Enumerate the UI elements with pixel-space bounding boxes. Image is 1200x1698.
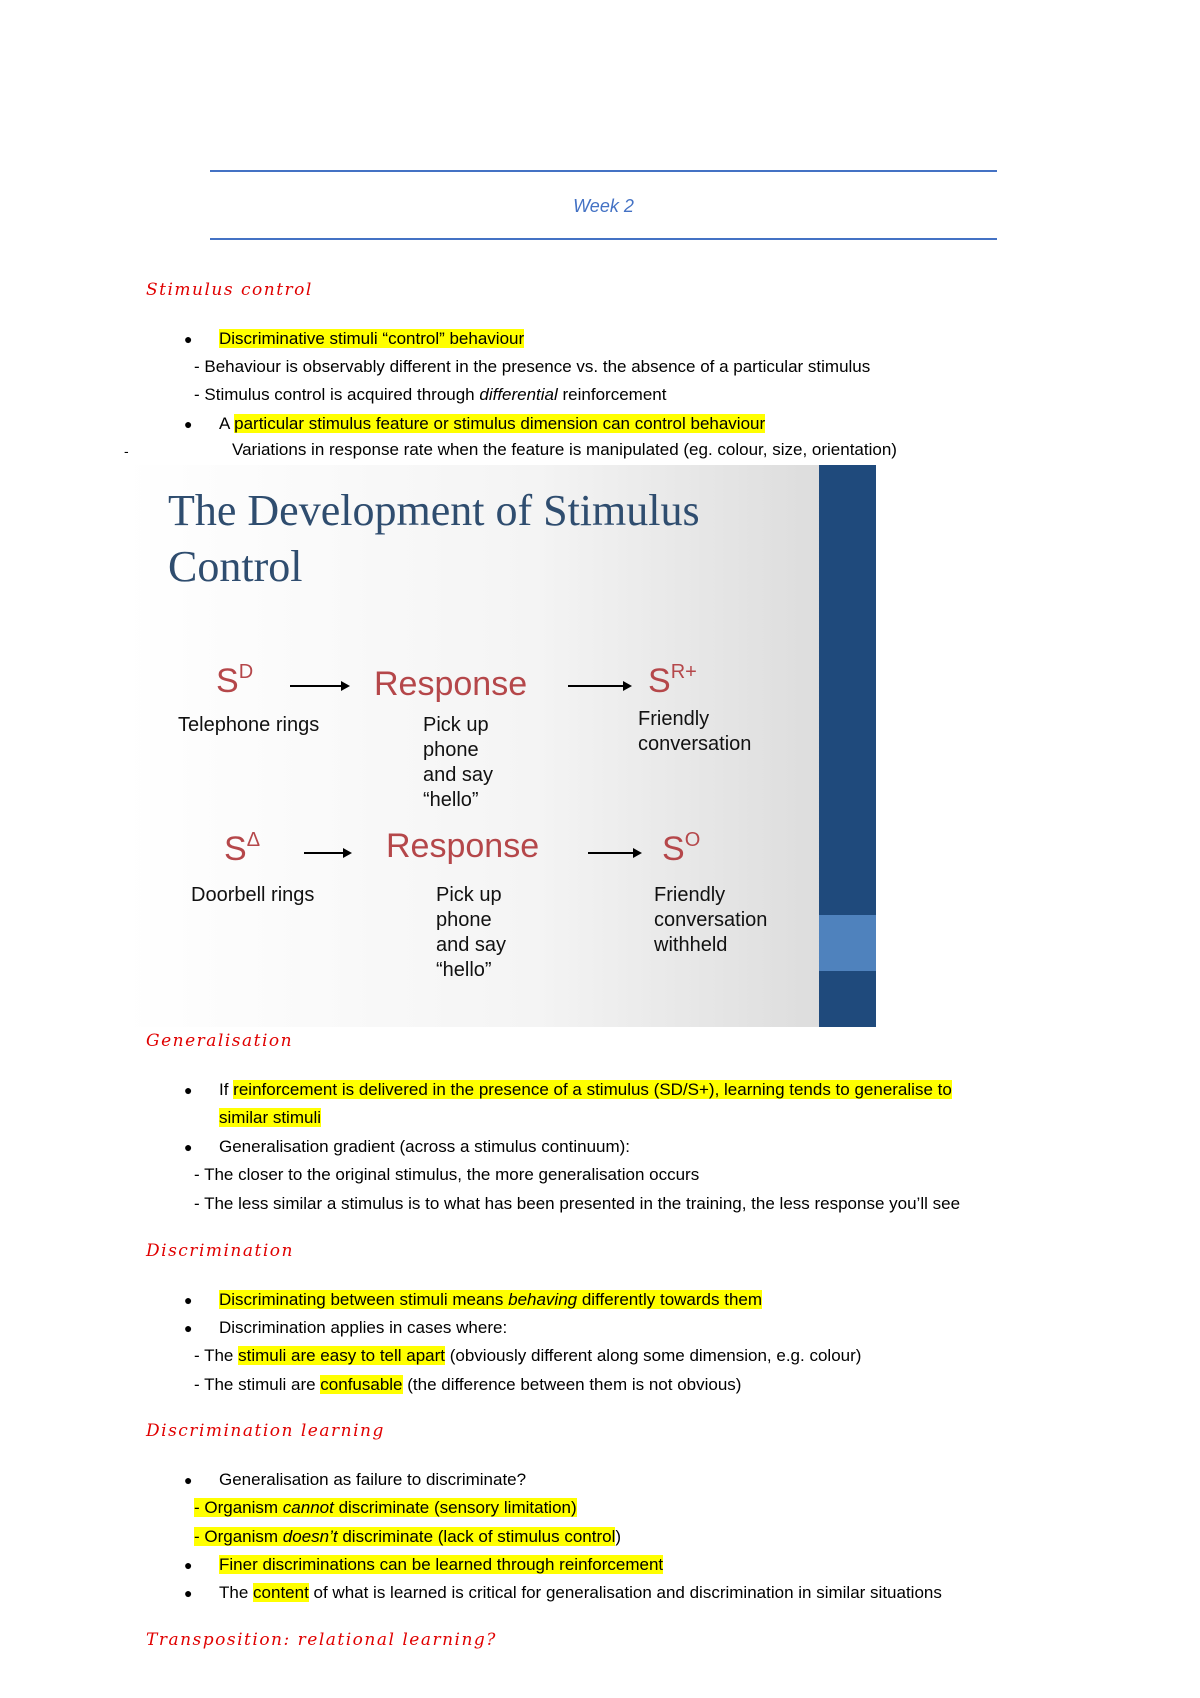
- slide-image: [124, 465, 876, 1027]
- heading-discrimination-learning: Discrimination learning: [146, 1421, 385, 1441]
- discrimination-learning-bullet-1: Generalisation as failure to discriminate?: [219, 1470, 527, 1489]
- stimulus-control-sub-3: Variations in response rate when the feature is manipulated (eg. colour, size, orientation): [232, 440, 897, 459]
- bullet-icon: ●: [184, 1082, 193, 1098]
- italic-text: behaving: [508, 1290, 578, 1309]
- stimulus-control-sub-2: [194, 384, 666, 406]
- caption-pick-up-phone: Pick up phone and say “hello”: [436, 884, 507, 981]
- symbol-letter: S: [224, 830, 247, 868]
- discrimination-sub-2: [194, 1374, 741, 1396]
- caption-pick-up-phone: Pick up phone and say “hello”: [423, 714, 494, 811]
- stimulus-control-bullet-2: [219, 413, 765, 435]
- bullet-icon: ●: [184, 416, 193, 432]
- bullet-icon: ●: [184, 1585, 193, 1601]
- italic-text: differential: [479, 385, 558, 404]
- caption-conversation-withheld: Friendly conversation withheld: [654, 884, 768, 956]
- highlighted-text: [194, 1498, 577, 1517]
- discrimination-learning-bullet-3: [219, 1582, 942, 1604]
- highlighted-text: Discriminative stimuli “control” behaviour: [219, 329, 525, 348]
- highlighted-text: reinforcement is delivered in the presence of a stimulus (SD/S+), learning tends to generalise to: [233, 1080, 952, 1099]
- generalisation-sub-1: - The closer to the original stimulus, the more generalisation occurs: [194, 1165, 700, 1184]
- symbol-letter: S: [216, 662, 239, 700]
- bullet-icon: ●: [184, 1139, 193, 1155]
- heading-generalisation: Generalisation: [146, 1031, 294, 1051]
- text-run: (obviously different along some dimension, e.g. colour): [445, 1346, 862, 1365]
- response-label: Response: [374, 665, 528, 703]
- discrimination-learning-sub-1: [194, 1497, 577, 1519]
- s-delta-symbol: [224, 829, 260, 869]
- text-run: The: [219, 1583, 254, 1602]
- discrimination-learning-bullet-2: [219, 1554, 663, 1576]
- generalisation-sub-2: - The less similar a stimulus is to what has been presented in the training, the less response you’ll see: [194, 1194, 961, 1213]
- highlighted-text: stimuli are easy to tell apart: [238, 1346, 446, 1365]
- arrow-icon: [304, 852, 350, 854]
- symbol-superscript: D: [238, 661, 254, 683]
- stimulus-control-bullet-1: [219, 328, 524, 350]
- symbol-letter: S: [662, 830, 685, 868]
- bullet-icon: ●: [184, 1557, 193, 1573]
- highlighted-text: particular stimulus feature or stimulus dimension can control behaviour: [234, 414, 766, 433]
- text-run: Discriminating between stimuli means: [219, 1290, 509, 1309]
- heading-stimulus-control: Stimulus control: [146, 280, 313, 300]
- symbol-letter: S: [648, 662, 671, 700]
- text-run: A: [219, 414, 235, 433]
- text-run: reinforcement: [557, 385, 667, 404]
- italic-text: doesn’t: [282, 1527, 338, 1546]
- page-title: Week 2: [573, 196, 634, 216]
- caption-telephone-rings: Telephone rings: [178, 714, 320, 736]
- stimulus-control-sub-1: - Behaviour is observably different in the presence vs. the absence of a particular stimulus: [194, 357, 871, 376]
- arrow-icon: [588, 852, 640, 854]
- bullet-icon: ●: [184, 1320, 193, 1336]
- header-rule-top: [210, 170, 997, 172]
- highlighted-text: Finer discriminations can be learned through reinforcement: [219, 1555, 664, 1574]
- italic-text: cannot: [282, 1498, 334, 1517]
- bullet-icon: ●: [184, 331, 193, 347]
- symbol-superscript: Δ: [246, 829, 261, 851]
- sr-plus-symbol: [648, 661, 697, 701]
- text-run: - Stimulus control is acquired through: [194, 385, 480, 404]
- text-run: - Organism: [194, 1498, 283, 1517]
- slide-title: The Development of Stimulus Control: [168, 486, 700, 591]
- caption-friendly-conversation: Friendly conversation: [638, 708, 752, 755]
- highlighted-text: confusable: [320, 1375, 403, 1394]
- slide-side-accent: [819, 915, 876, 971]
- highlighted-text: similar stimuli: [219, 1108, 321, 1127]
- text-run: - Organism: [194, 1527, 283, 1546]
- text-run: ): [615, 1527, 622, 1546]
- text-run: discriminate (sensory limitation): [333, 1498, 577, 1517]
- text-run: - The stimuli are: [194, 1375, 321, 1394]
- text-run: differently towards them: [577, 1290, 763, 1309]
- generalisation-bullet-2: Generalisation gradient (across a stimulus continuum):: [219, 1137, 631, 1156]
- highlighted-text: content: [253, 1583, 309, 1602]
- heading-discrimination: Discrimination: [146, 1241, 294, 1261]
- text-run: (the difference between them is not obvious): [402, 1375, 742, 1394]
- highlighted-text: [219, 1290, 762, 1309]
- response-label: Response: [386, 827, 540, 865]
- symbol-superscript: R+: [670, 661, 697, 683]
- discrimination-bullet-2: Discrimination applies in cases where:: [219, 1318, 508, 1337]
- discrimination-learning-sub-2: [194, 1526, 621, 1548]
- bullet-icon: ●: [184, 1292, 193, 1308]
- dash-marker: -: [124, 443, 129, 459]
- header-rule-bottom: [210, 238, 997, 240]
- arrow-icon: [568, 685, 630, 687]
- text-run: - The: [194, 1346, 239, 1365]
- generalisation-bullet-1-cont: [219, 1107, 321, 1129]
- s-zero-symbol: [662, 829, 700, 869]
- symbol-superscript: O: [684, 829, 701, 851]
- discrimination-bullet-1: [219, 1289, 762, 1311]
- text-run: discriminate (lack of stimulus control: [337, 1527, 616, 1546]
- caption-doorbell-rings: Doorbell rings: [191, 884, 315, 906]
- sd-symbol: [216, 661, 253, 701]
- bullet-icon: ●: [184, 1472, 193, 1488]
- heading-transposition: Transposition: relational learning?: [146, 1630, 497, 1650]
- text-run: If: [219, 1080, 234, 1099]
- text-run: of what is learned is critical for generalisation and discrimination in similar situations: [308, 1583, 942, 1602]
- discrimination-sub-1: [194, 1345, 861, 1367]
- arrow-icon: [290, 685, 348, 687]
- generalisation-bullet-1: [219, 1079, 952, 1101]
- highlighted-text: [194, 1527, 615, 1546]
